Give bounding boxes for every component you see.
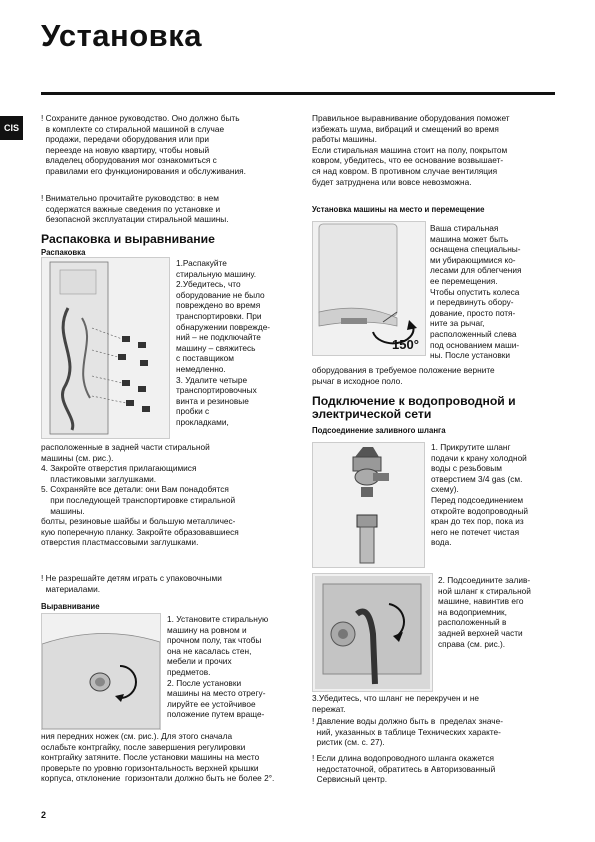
warning-children: ! Не разрешайте детям играть с упаковочными материалами. [41, 573, 222, 594]
page-number: 2 [41, 810, 47, 820]
figure-levelling-foot [41, 613, 161, 730]
levelling-foot-drawing [42, 614, 160, 729]
levelling-continued: ния передних ножек (см. рис.). Для этого сначала ослабьте контргайку, после завершения регулировки контргайку затяните. После установки машины на место проверьте по уровню горизонтальность верхней крышки корпуса, отклонение горизонтали должно быть не более 2°. [41, 731, 275, 784]
figure-transport-screws [41, 257, 170, 439]
warning-hose-length: ! Если длина водопроводного шланга окажется недостаточной, обратитесь в Авторизованный Сервисный центр. [312, 753, 496, 785]
placement-text: Ваша стиральная машина может быть оснащена специальны- ми убирающимися ко- лесами для облегчения ее перемещения. Чтобы опустить колеса и передвинуть обору- дование, просто потя- ните за рычаг, расположенный слева под основанием маши- ны. После установки [430, 223, 522, 361]
intro-paragraph-2: ! Внимательно прочитайте руководство: в нем содержатся важные сведения по установке и безопасной эксплуатации стиральной машины. [41, 193, 229, 225]
figure-tap-and-hose [312, 442, 425, 568]
wheels-lever-drawing [313, 222, 425, 355]
title-rule [41, 92, 555, 95]
hose-step-1: 1. Прикрутите шланг подачи к крану холодной воды с резьбовым отверстием 3/4 gas (см. схему). Перед подсоединением откройте водопроводный кран до тех пор, пока из него не потечет чистая вода. [431, 442, 529, 548]
subheading-placement: Установка машины на место и перемещение [312, 205, 485, 214]
hose-machine-drawing [313, 574, 432, 691]
levelling-steps: 1. Установите стиральную машину на ровном и прочном полу, так чтобы она не касалась стен, мебели и прочих предметов. 2. После установки машины на место отрегу- лируйте ее устойчивое положение путем враще- [167, 614, 269, 720]
tap-hose-drawing [313, 443, 424, 567]
subheading-unpacking: Распаковка [41, 248, 86, 257]
hose-step-3: 3.Убедитесь, что шланг не перекручен и не пережат. [312, 693, 480, 714]
language-tab: CIS [0, 116, 23, 140]
figure-hose-to-machine [312, 573, 433, 692]
figure-wheels-lever [312, 221, 426, 356]
subheading-inlet-hose: Подсоединение заливного шланга [312, 426, 446, 435]
unpacking-continued: расположенные в задней части стиральной машины (см. рис.). 4. Закройте отверстия прилагающимися пластиковыми заглушками. 5. Сохраняйте все детали: они Вам понадобятся при последующей транспортировке стиральной машины. болты, резиновые шайбы и большую металличес- кую поперечную планку. Закройте образовавшиеся отверстия пластмассовыми заглушками. [41, 442, 239, 548]
intro-paragraph-1: ! Сохраните данное руководство. Оно должно быть в комплекте со стиральной машиной в случае продажи, передачи оборудования или при переезде на новую квартиру, чтобы новый владелец оборудования мог ознакомиться с правилами его функционирования и обслуживания. [41, 113, 246, 176]
transport-screws-drawing [42, 258, 169, 438]
warning-pressure: ! Давление воды должно быть в пределах значе- ний, указанных в таблице Технических характе- ристик (см. с. 27). [312, 716, 503, 748]
levelling-note: Правильное выравнивание оборудования поможет избежать шума, вибраций и смещений во время работы машины. Если стиральная машина стоит на полу, покрытом ковром, убедитесь, что ее основание возвышает- ся над ковром. В противном случае вентиляция будет затруднена или вовсе невозможна. [312, 113, 510, 187]
angle-label: 150° [392, 337, 419, 352]
unpacking-steps: 1.Распакуйте стиральную машину. 2.Убедитесь, что оборудование не было повреждено во время транспортировки. При обнаружении поврежде- ний – не подключайте машину – свяжитесь с поставщиком немедленно. 3. Удалите четыре транспортировочных винта и резиновые пробки с прокладками, [176, 258, 271, 427]
placement-continued: оборудования в требуемое положение верните рычаг в исходное поло. [312, 365, 495, 386]
page-title: Установка [41, 18, 202, 53]
hose-step-2: 2. Подсоедините залив- ной шланг к стиральной машине, навинтив его на водоприемник, расположенный в задней верхней части справа (см. рис.). [438, 575, 531, 649]
heading-connection: Подключение к водопроводной и электрической сети [312, 394, 516, 421]
heading-unpacking: Распаковка и выравнивание [41, 232, 215, 246]
subheading-levelling: Выравнивание [41, 602, 100, 611]
